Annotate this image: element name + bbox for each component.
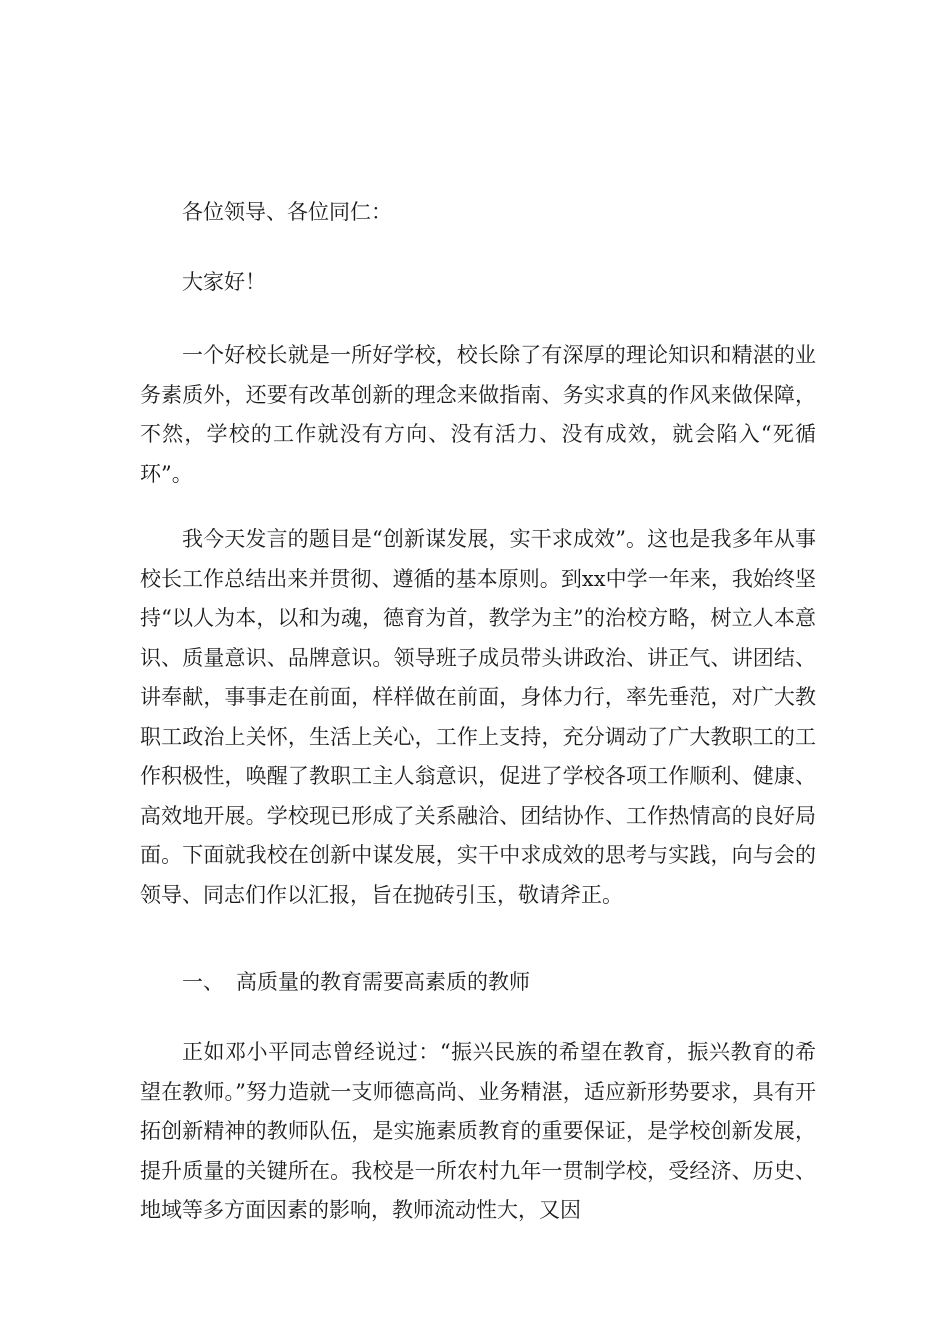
hello-line: 大家好！ xyxy=(182,270,266,294)
greeting-line: 各位领导、各位同仁： xyxy=(182,200,392,224)
section-heading-title: 高质量的教育需要高素质的教师 xyxy=(236,970,530,994)
intro-paragraph: 一个好校长就是一所好学校，校长除了有深厚的理论知识和精湛的业务素质外，还要有改革创新的理念来做指南、务实求真的作风来做保障，不然，学校的工作就没有方向、没有活力、没有成效，就会陷入“死循环”。 xyxy=(140,343,816,486)
section-heading xyxy=(140,963,816,1003)
theme-paragraph: 我今天发言的题目是“创新谋发展，实干求成效”。这也是我多年从事校长工作总结出来并贯彻、遵循的基本原则。到xx中学一年来，我始终坚持“以人为本，以和为魂，德育为首，教学为主”的治校方略，树立人本意识、质量意识、品牌意识。领导班子成员带头讲政治、讲正气、讲团结、讲奉献，事事走在前面，样样做在前面，身体力行，率先垂范，对广大教职工政治上关怀，生活上关心，工作上支持，充分调动了广大教职工的工作积极性，唤醒了教职工主人翁意识，促进了学校各项工作顺利、健康、高效地开展。学校现已形成了关系融洽、团结协作、工作热情高的良好局面。下面就我校在创新中谋发展，实干中求成效的思考与实践，向与会的领导、同志们作以汇报，旨在抛砖引玉，敬请斧正。 xyxy=(140,527,816,907)
section-heading-number: 一、 xyxy=(182,970,224,994)
section-paragraph: 正如邓小平同志曾经说过：“振兴民族的希望在教育，振兴教育的希望在教师。”努力造就一支师德高尚、业务精湛，适应新形势要求，具有开拓创新精神的教师队伍，是实施素质教育的重要保证，是学校创新发展，提升质量的关键所在。我校是一所农村九年一贯制学校，受经济、历史、地域等多方面因素的影响，教师流动性大，又因 xyxy=(140,1040,816,1222)
